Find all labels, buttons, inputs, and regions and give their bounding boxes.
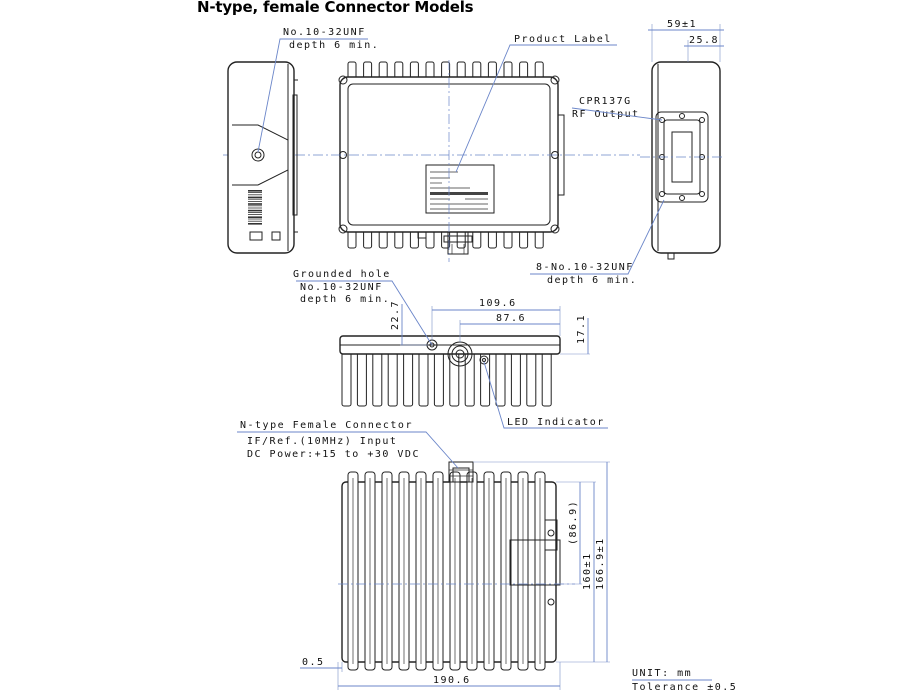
thread-note-side-2: depth 6 min. <box>547 275 638 286</box>
dim-len-total: 166.9±1 <box>595 537 606 590</box>
dim-height-right: 17.1 <box>576 313 587 344</box>
fin-side <box>342 350 351 406</box>
fin-side <box>404 350 413 406</box>
dim-offset-small: 0.5 <box>302 657 325 668</box>
fin-side <box>434 350 443 406</box>
right-side-view <box>640 62 725 259</box>
barcode-bar <box>248 197 262 199</box>
bottom-view <box>340 336 560 406</box>
thread-note-side-1: 8-No.10-32UNF <box>536 262 634 273</box>
dim-depth-total: 59±1 <box>667 19 698 30</box>
barcode-bar <box>248 201 262 202</box>
connector-note-1: N-type Female Connector <box>240 420 413 431</box>
barcode-bar <box>248 221 262 222</box>
fin-side <box>419 350 428 406</box>
led-note: LED Indicator <box>507 417 605 428</box>
left-side-view <box>228 62 298 253</box>
fin-side <box>496 350 505 406</box>
fin-side <box>527 350 536 406</box>
fin-side <box>373 350 382 406</box>
drawing-title: N-type, female Connector Models <box>197 0 474 16</box>
barcode-bar <box>248 192 262 193</box>
barcode-bar <box>248 205 262 206</box>
unit-note: UNIT: mm <box>632 668 693 679</box>
cpr-note-1: CPR137G <box>579 96 632 107</box>
barcode-bar <box>248 190 262 192</box>
barcode-bar <box>248 223 262 225</box>
connector-note-3: DC Power:+15 to +30 VDC <box>247 449 420 460</box>
tolerance-note: Tolerance ±0.5 <box>632 682 738 693</box>
barcode-bar <box>248 208 262 209</box>
dim-len-ref: (86.9) <box>568 499 579 545</box>
dim-width-mid: 109.6 <box>479 298 517 309</box>
dim-depth-part: 25.8 <box>689 35 720 46</box>
barcode-bar <box>248 199 262 200</box>
grounded-note-3: depth 6 min. <box>300 294 391 305</box>
barcode-bar <box>248 203 262 205</box>
top-view <box>338 462 575 670</box>
dim-len-160: 160±1 <box>582 552 593 590</box>
thread-note-top-2: depth 6 min. <box>289 40 380 51</box>
barcode-bar <box>248 219 262 220</box>
dim-width-total: 190.6 <box>433 675 471 686</box>
barcode-bar <box>248 214 262 215</box>
fin-side <box>511 350 520 406</box>
barcode-bar <box>248 194 262 195</box>
thread-note-top-1: No.10-32UNF <box>283 27 366 38</box>
connector-note-2: IF/Ref.(10MHz) Input <box>247 436 398 447</box>
cpr-note-2: RF Output <box>572 109 640 120</box>
barcode-bar <box>248 212 262 213</box>
fin-side <box>388 350 397 406</box>
fin-side <box>357 350 366 406</box>
barcode-bar <box>248 210 262 212</box>
fin-side <box>450 350 459 406</box>
grounded-note-2: No.10-32UNF <box>300 282 383 293</box>
dim-conn-offset: 87.6 <box>496 313 527 324</box>
dim-height-left: 22.7 <box>390 299 401 330</box>
product-label-note: Product Label <box>514 34 612 45</box>
barcode-bar <box>248 216 262 218</box>
fin-side <box>542 350 551 406</box>
grounded-note-1: Grounded hole <box>293 269 391 280</box>
